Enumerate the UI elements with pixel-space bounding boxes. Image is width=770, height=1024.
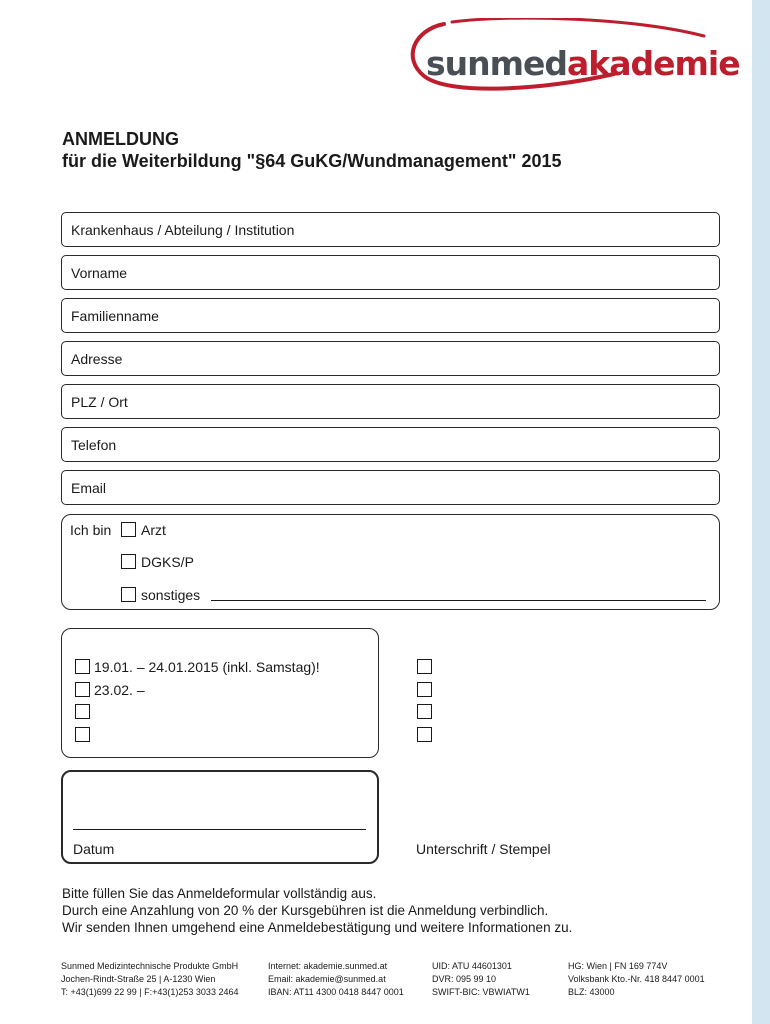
field-zip-city[interactable] [61, 384, 720, 419]
side-stripe [752, 0, 770, 1024]
field-label-address: Adresse [71, 351, 123, 367]
form-subtitle: für die Weiterbildung "§64 GuKG/Wundmanagement" 2015 [62, 151, 562, 171]
note-line-3: Wir senden Ihnen umgehend eine Anmeldebestätigung und weitere Informationen zu. [62, 920, 573, 935]
date-label: Datum [73, 841, 115, 857]
footer-company-line: T: +43(1)699 22 99 | F:+43(1)253 3033 2464 [61, 987, 239, 997]
role-prefix: Ich bin [70, 522, 112, 538]
footer-company [61, 960, 238, 999]
footer-tax [432, 960, 530, 999]
footer-contact-line: Internet: akademie.sunmed.at [268, 961, 388, 971]
footer-company-line: Jochen-Rindt-Straße 25 | A-1230 Wien [61, 974, 216, 984]
date-label-1: 19.01. – 24.01.2015 (inkl. Samstag)! [94, 659, 320, 675]
role-checkbox-sonstiges[interactable] [121, 587, 136, 602]
footer-bank-line: Volksbank Kto.-Nr. 418 8447 0001 [568, 974, 705, 984]
form-title: ANMELDUNG [62, 129, 179, 149]
field-last-name[interactable] [61, 298, 720, 333]
role-label-sonstiges: sonstiges [141, 587, 201, 603]
footer-contact [268, 960, 404, 999]
footer-company-line: Sunmed Medizintechnische Produkte GmbH [61, 961, 239, 971]
footer-tax-line: DVR: 095 99 10 [432, 974, 497, 984]
footer-tax-line: SWIFT-BIC: VBWIATW1 [432, 987, 530, 997]
date-checkbox-2[interactable] [75, 682, 90, 697]
date-checkbox-4[interactable] [75, 727, 90, 742]
logo-text [426, 44, 740, 83]
field-label-institution: Krankenhaus / Abteilung / Institution [71, 222, 295, 238]
field-address[interactable] [61, 341, 720, 376]
note-line-1: Bitte füllen Sie das Anmeldeformular vollständig aus. [62, 886, 377, 901]
extra-checkbox-4[interactable] [417, 727, 432, 742]
footer-contact-line: Email: akademie@sunmed.at [268, 974, 386, 984]
footer-contact-line: IBAN: AT11 4300 0418 8447 0001 [268, 987, 404, 997]
role-checkbox-dgks[interactable] [121, 554, 136, 569]
footer-bank [568, 960, 705, 999]
footer-bank-line: HG: Wien | FN 169 774V [568, 961, 668, 971]
footer-tax-line: UID: ATU 44601301 [432, 961, 512, 971]
field-label-phone: Telefon [71, 437, 117, 453]
extra-checkbox-1[interactable] [417, 659, 432, 674]
signature-label: Unterschrift / Stempel [416, 841, 551, 857]
field-label-email: Email [71, 480, 107, 496]
logo-text-sunmed: sunmed [426, 44, 568, 83]
date-checkbox-3[interactable] [75, 704, 90, 719]
extra-checkbox-3[interactable] [417, 704, 432, 719]
field-phone[interactable] [61, 427, 720, 462]
role-checkbox-arzt[interactable] [121, 522, 136, 537]
footer-bank-line: BLZ: 43000 [568, 987, 615, 997]
note-line-2: Durch eine Anzahlung von 20 % der Kursgebühren ist die Anmeldung verbindlich. [62, 903, 549, 918]
sunmed-akademie-logo [404, 18, 740, 108]
role-label-arzt: Arzt [141, 522, 166, 538]
logo-text-akademie: akademie [567, 44, 740, 83]
role-other-line[interactable] [211, 600, 706, 601]
date-line[interactable] [73, 829, 366, 830]
date-label-2: 23.02. – [94, 682, 145, 698]
date-checkbox-1[interactable] [75, 659, 90, 674]
field-first-name[interactable] [61, 255, 720, 290]
field-label-last-name: Familienname [71, 308, 159, 324]
field-email[interactable] [61, 470, 720, 505]
field-label-zip-city: PLZ / Ort [71, 394, 128, 410]
field-label-first-name: Vorname [71, 265, 128, 281]
role-label-dgks: DGKS/P [141, 554, 194, 570]
field-institution[interactable] [61, 212, 720, 247]
extra-checkbox-2[interactable] [417, 682, 432, 697]
